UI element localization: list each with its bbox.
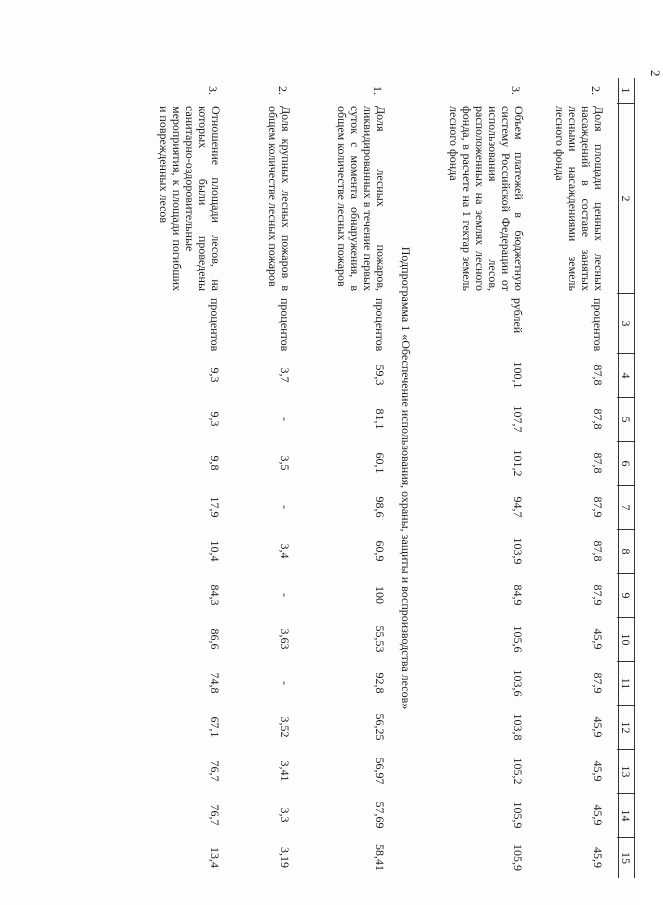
table-row — [232, 78, 292, 878]
header-cell: 1 — [619, 87, 633, 94]
value-cell: 105,6 — [511, 625, 525, 653]
value-cell: 87,8 — [591, 540, 605, 562]
header-cell: 12 — [617, 705, 634, 749]
table-row — [302, 78, 387, 878]
header-cell: 3 — [617, 293, 634, 353]
value-cell: 56,97 — [373, 757, 387, 785]
value-cell: 45,9 — [591, 804, 605, 826]
header-cell: 9 — [617, 573, 634, 617]
table-row — [535, 78, 605, 878]
value-cell: 103,8 — [511, 713, 525, 741]
value-cell: 9,8 — [208, 455, 222, 471]
value-cell: 103,6 — [511, 669, 525, 697]
value-cell: 87,9 — [591, 584, 605, 606]
value-cell: 105,9 — [511, 801, 525, 829]
unit: процентов — [373, 298, 387, 352]
unit: процентов — [208, 298, 222, 352]
value-cell: 98,6 — [373, 496, 387, 518]
value-cell: 76,7 — [208, 760, 222, 782]
row-number: 3. — [206, 86, 220, 95]
unit: процентов — [591, 298, 605, 352]
value-cell: 57,69 — [373, 801, 387, 829]
value-cell: 101,2 — [511, 449, 525, 477]
row-number: 2. — [276, 86, 290, 95]
value-cell: 74,8 — [208, 672, 222, 694]
value-cell: 87,9 — [591, 496, 605, 518]
indicators-table — [125, 78, 635, 878]
value-cell: 9,3 — [208, 411, 222, 427]
value-cell: 107,7 — [511, 405, 525, 433]
value-cell: 3,7 — [278, 367, 292, 383]
header-cell: 14 — [617, 793, 634, 837]
header-cell: 7 — [617, 485, 634, 529]
unit: процентов — [278, 298, 292, 352]
value-cell: 103,9 — [511, 537, 525, 565]
value-cell: 87,9 — [591, 672, 605, 694]
header-cell: 6 — [617, 441, 634, 485]
header-cell: 4 — [617, 353, 634, 397]
table-row — [132, 78, 222, 878]
value-cell: 87,8 — [591, 364, 605, 386]
value-cell: - — [278, 505, 292, 509]
header-cell: 13 — [617, 749, 634, 793]
value-cell: 3,4 — [278, 543, 292, 559]
indicator-name: Объем платежей в бюджетную систему Российской Федерации от использования лесов, расположенных на землях лесного фонда, в расчете на 1 гектар земель лесного фонда — [447, 106, 526, 291]
value-cell: - — [278, 681, 292, 685]
value-cell: 3,5 — [278, 455, 292, 471]
value-cell: 9,3 — [208, 367, 222, 383]
value-cell: 94,7 — [511, 496, 525, 518]
value-cell: - — [278, 417, 292, 421]
value-cell: 87,8 — [591, 452, 605, 474]
header-cell: 11 — [617, 661, 634, 705]
value-cell: 45,9 — [591, 716, 605, 738]
header-cell: 2 — [617, 103, 634, 293]
row-number: 3. — [509, 86, 523, 95]
value-cell: 100 — [373, 586, 387, 604]
value-cell: 105,9 — [511, 844, 525, 871]
table-row — [425, 78, 525, 878]
indicator-name: Отношение площади лесов, на которых были проведены санитарно-оздоровительные мероприятия, к площади погибших и поврежденных лесов — [157, 106, 223, 291]
row-number: 1. — [371, 86, 385, 95]
value-cell: 45,9 — [591, 847, 605, 868]
value-cell: 84,9 — [511, 584, 525, 606]
value-cell: 84,3 — [208, 584, 222, 606]
value-cell: 45,9 — [591, 760, 605, 782]
unit: рублей — [511, 298, 525, 334]
value-cell: 81,1 — [373, 408, 387, 430]
value-cell: - — [278, 593, 292, 597]
value-cell: 56,25 — [373, 713, 387, 741]
page-number: 2 — [648, 70, 663, 77]
indicator-name: Доля крупных лесных пожаров в общем количестве лесных пожаров — [266, 106, 293, 291]
indicator-name: Доля площади ценных лесных насаждений в составе занятых лесными насаждениями земель лесного фонда — [553, 106, 606, 291]
value-cell: 60,9 — [373, 540, 387, 562]
value-cell: 10,4 — [208, 540, 222, 562]
value-cell: 86,6 — [208, 628, 222, 650]
rotated-table-container — [125, 78, 635, 878]
value-cell: 67,1 — [208, 716, 222, 738]
value-cell: 17,9 — [208, 496, 222, 518]
value-cell: 59,3 — [373, 364, 387, 386]
header-cell: 8 — [617, 529, 634, 573]
header-cell: 5 — [617, 397, 634, 441]
header-cell: 10 — [617, 617, 634, 661]
value-cell: 60,1 — [373, 452, 387, 474]
value-cell: 58,41 — [373, 844, 387, 871]
value-cell: 76,7 — [208, 804, 222, 826]
value-cell: 3,52 — [278, 716, 292, 738]
value-cell: 45,9 — [591, 628, 605, 650]
value-cell: 100,1 — [511, 361, 525, 389]
value-cell: 87,8 — [591, 408, 605, 430]
value-cell: 55,53 — [373, 625, 387, 653]
value-cell: 3,3 — [278, 807, 292, 823]
header-cell: 15 — [617, 837, 634, 878]
value-cell: 3,41 — [278, 760, 292, 782]
value-cell: 3,63 — [278, 628, 292, 650]
value-cell: 3,19 — [278, 847, 292, 868]
row-number: 2. — [589, 86, 603, 95]
subprogram-title: Подпрограмма 1 «Обеспечение использования, охраны, защиты и воспроизводства лесов» — [399, 246, 413, 710]
value-cell: 92,8 — [373, 672, 387, 694]
value-cell: 105,2 — [511, 757, 525, 785]
value-cell: 13,4 — [208, 847, 222, 868]
indicator-name: Доля лесных пожаров, ликвидированных в течение первых суток с момента обнаружения, в общем количестве лесных пожаров — [335, 106, 388, 291]
table-header-row — [618, 78, 635, 878]
